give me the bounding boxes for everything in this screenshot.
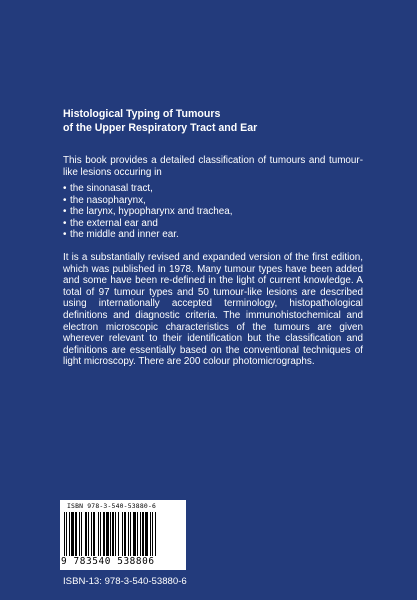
bullet-icon: • <box>63 183 67 194</box>
list-item: • the nasopharynx, <box>63 194 146 206</box>
location-list <box>63 183 363 241</box>
barcode-bar <box>79 512 80 556</box>
barcode-bar <box>140 512 141 556</box>
barcode-bar <box>64 512 65 556</box>
barcode-bar <box>98 512 99 556</box>
bullet-icon: • <box>63 194 67 206</box>
bullet-icon: • <box>63 217 67 229</box>
barcode-bar <box>88 512 89 556</box>
barcode-bar <box>137 512 138 556</box>
book-title <box>63 107 363 135</box>
bullet-icon: • <box>63 206 67 218</box>
barcode-bar <box>85 512 87 556</box>
barcode-digits: 9 783540 538806 <box>61 556 155 567</box>
barcode-bar <box>75 512 77 556</box>
barcode-bar <box>152 512 153 556</box>
barcode-bar <box>93 512 95 556</box>
barcode-bars <box>64 512 182 556</box>
barcode-bar <box>150 512 151 556</box>
description-paragraph: It is a substantially revised and expanded version of the first edition, which was published in 1978. Many tumour types have been added and some have been re-defined in the light of current knowledge. A total of 97 tumour types and 50 tumour-like lesions are described using internationally accepted terminology, histopathological definitions and diagnostic criteria. The immunohistochemical and electron microscopic characteristics of the tumours are given wherever relevant to their identification but the classification and definitions are essentially based on the conventional techniques of light microscopy. There are 200 colour photomicrographs. <box>63 252 363 368</box>
barcode-bar <box>115 512 116 556</box>
barcode-bar <box>142 512 144 556</box>
list-item: • the middle and inner ear. <box>63 229 179 241</box>
barcode-bar <box>155 512 156 556</box>
bullet-icon: • <box>63 229 67 241</box>
barcode-bar <box>112 512 114 556</box>
barcode-bar <box>66 512 67 556</box>
title-line-1: Histological Typing of Tumours <box>63 108 221 120</box>
barcode-bar <box>118 512 119 556</box>
barcode-bar <box>145 512 148 556</box>
barcode-bar <box>130 512 131 556</box>
list-item: • the larynx, hypopharynx and trachea, <box>63 206 233 218</box>
title-line-2: of the Upper Respiratory Tract and Ear <box>63 122 258 134</box>
list-item: • the external ear and <box>63 217 158 229</box>
barcode-bar <box>106 512 109 556</box>
list-item: • the sinonasal tract, <box>63 183 153 194</box>
isbn-13: ISBN-13: 978-3-540-53880-6 <box>63 576 187 587</box>
barcode-bar <box>103 512 105 556</box>
barcode-bar <box>122 512 123 556</box>
barcode-isbn-label: ISBN 978-3-540-53880-6 <box>67 502 157 510</box>
barcode-bar <box>81 512 82 556</box>
barcode-bar <box>133 512 136 556</box>
barcode-bar <box>91 512 92 556</box>
barcode-bar <box>110 512 111 556</box>
barcode-bar <box>128 512 129 556</box>
barcode-bar <box>69 512 70 556</box>
intro-paragraph: This book provides a detailed classification of tumours and tumour-like lesions occuring in <box>63 155 363 178</box>
barcode-bar <box>124 512 126 556</box>
barcode-bar <box>100 512 101 556</box>
barcode <box>60 500 186 570</box>
barcode-bar <box>71 512 74 556</box>
